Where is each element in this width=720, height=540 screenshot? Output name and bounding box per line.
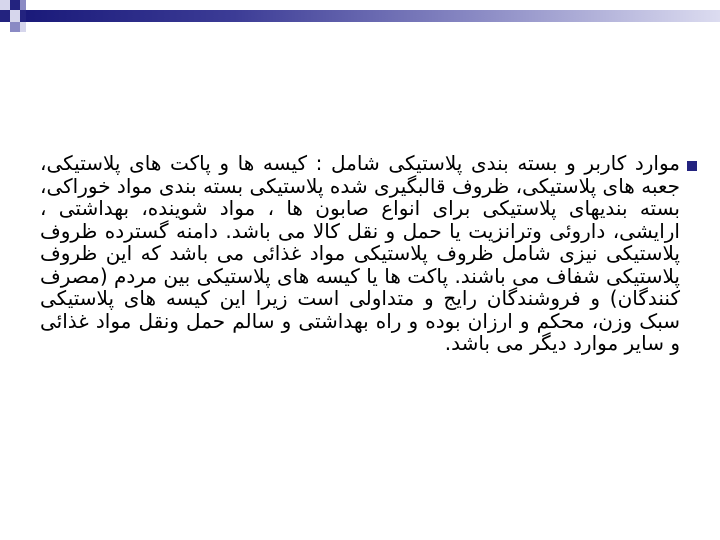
gradient-band bbox=[26, 10, 720, 22]
square-bullet-icon bbox=[687, 161, 697, 171]
decor-square bbox=[10, 22, 20, 32]
body-paragraph: موارد کاربر و بسته بندی پلاستیکی شامل : کیسه ها و پاکت های پلاستیکی، جعبه های پلاستیکی، ظروف قالبگیری شده پلاستیکی بسته بندی مواد خوراکی، بسته بندیهای پلاستیکی برای انواع صابون ها ، مواد شوینده، بهداشتی ، ارایشی، داروئی وترانزیت یا حمل و نقل کالا می باشد. دامنه گسترده ظروف پلاستیکی نیزی شامل ظروف پلاستیکی مواد غذائی می باشد که این ظروف پلاستیکی شفاف می باشند. پاکت ها یا کیسه های پلاستیکی بین مردم (مصرف کنندگان) و فروشندگان رایج و متداولی است زیرا این کیسه های پلاستیکی سبک وزن، محکم و ارزان بوده و راه بهداشتی و سالم حمل ونقل مواد غذائی و سایر موارد دیگر می باشد. bbox=[40, 151, 680, 355]
decor-square bbox=[20, 10, 26, 22]
decor-square bbox=[0, 10, 10, 22]
decor-square bbox=[20, 0, 26, 10]
decor-square bbox=[20, 22, 26, 32]
decor-square bbox=[0, 0, 10, 10]
decor-square bbox=[10, 10, 20, 22]
decor-square bbox=[10, 0, 20, 10]
title-decoration-bar bbox=[0, 0, 720, 22]
